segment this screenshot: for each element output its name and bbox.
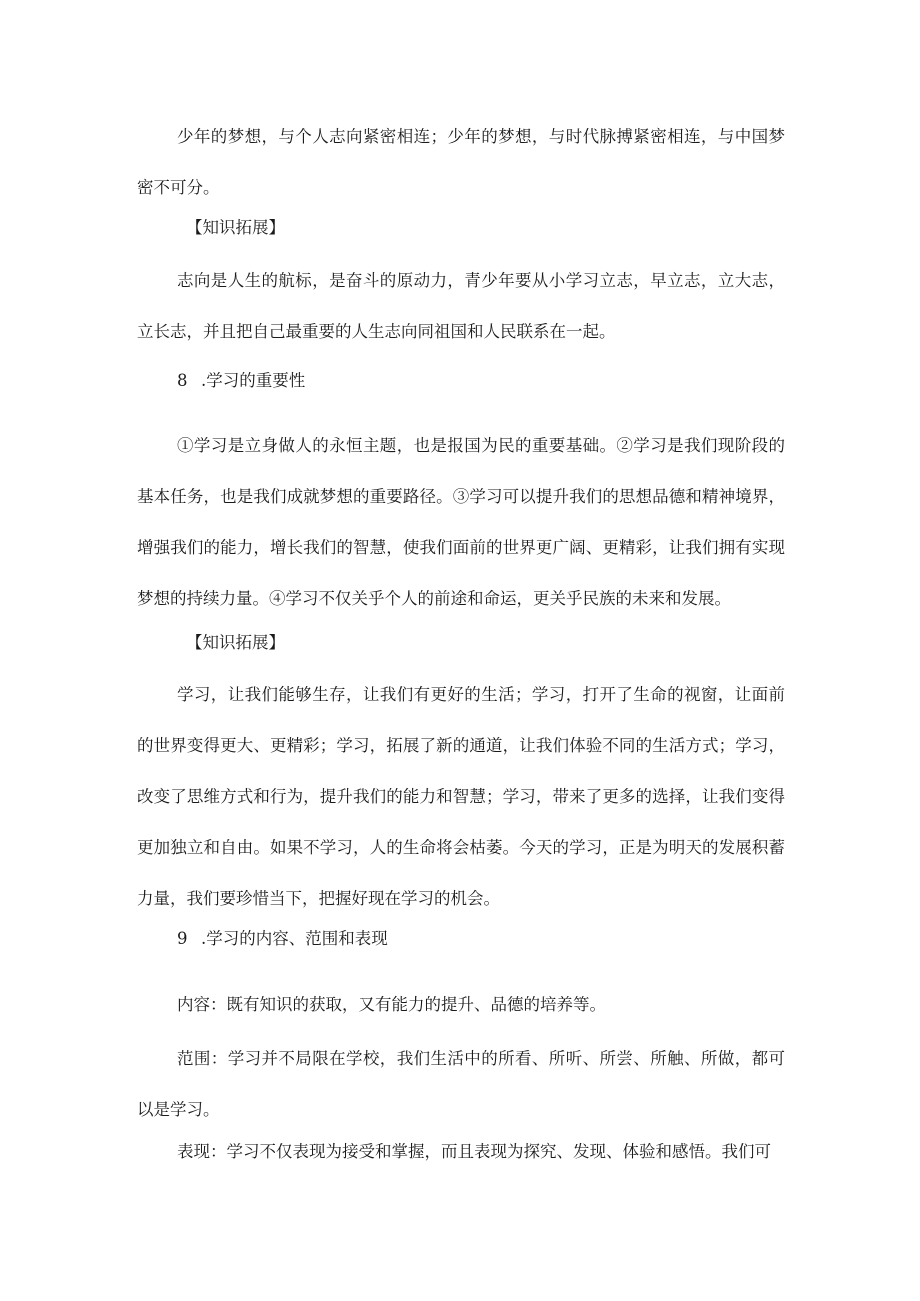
section-heading-8 <box>177 366 825 396</box>
section-title: .学习的内容、范围和表现 <box>201 929 388 948</box>
paragraph-aspiration: 志向是人生的航标，是奋斗的原动力，青少年要从小学习立志，早立志，立大志，立长志，并且把自己最重要的人生志向同祖国和人民联系在一起。 <box>137 271 785 341</box>
knowledge-extension-heading: 【知识拓展】 <box>186 633 285 652</box>
paragraph-learning-extension: 学习，让我们能够生存，让我们有更好的生活；学习，打开了生命的视窗，让面前的世界变得更大、更精彩；学习，拓展了新的通道，让我们体验不同的生活方式；学习，改变了思维方式和行为，提升我们的能力和智慧；学习，带来了更多的选择，让我们变得更加独立和自由。如果不学习，人的生命将会枯萎。今天的学习，正是为明天的发展积蓄力量，我们要珍惜当下，把握好现在学习的机会。 <box>137 685 785 908</box>
paragraph-learning-importance: ①学习是立身做人的永恒主题，也是报国为民的重要基础。②学习是我们现阶段的基本任务，也是我们成就梦想的重要路径。③学习可以提升我们的思想品德和精神境界，增强我们的能力，增长我们的智慧，使我们面前的世界更广阔、更精彩，让我们拥有实现梦想的持续力量。④学习不仅关乎个人的前途和命运，更关乎民族的未来和发展。 <box>137 436 785 608</box>
section-number: 9 <box>177 929 188 948</box>
knowledge-extension-heading: 【知识拓展】 <box>186 218 285 237</box>
paragraph-dream: 少年的梦想，与个人志向紧密相连；少年的梦想，与时代脉搏紧密相连，与中国梦密不可分。 <box>137 127 785 197</box>
section-number: 8 <box>177 371 188 390</box>
paragraph-manifestation: 表现：学习不仅表现为接受和掌握，而且表现为探究、发现、体验和感悟。我们可 <box>177 1142 771 1161</box>
section-title: .学习的重要性 <box>201 371 306 390</box>
paragraph-content: 内容：既有知识的获取，又有能力的提升、品德的培养等。 <box>177 995 606 1014</box>
paragraph-scope: 范围：学习并不局限在学校，我们生活中的所看、所听、所尝、所触、所做，都可以是学习。 <box>137 1049 785 1119</box>
section-heading-9 <box>177 924 825 954</box>
